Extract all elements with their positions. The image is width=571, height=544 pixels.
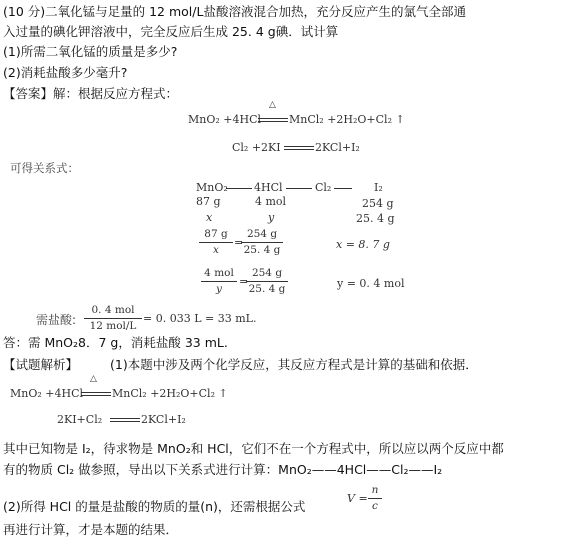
fraction-2-equals: = [239,275,249,288]
fraction-bar [84,318,142,319]
formula-v: V = [347,492,368,505]
analysis-intro: (1)本题中涉及两个化学反应，其反应方程式是计算的基础和依据． [110,357,478,372]
fraction-bar [368,498,382,499]
analysis-paragraph-2: 有的物质 Cl₂ 做参照，导出以下关系式进行计算：MnO₂——4HCl——Cl₂——I₂ [3,462,443,477]
answer-eq1-equals-top [258,118,288,119]
relation-i2: I₂ [374,181,383,194]
need-hcl-label: 需盐酸: [36,313,77,327]
formula-den: c [372,500,378,512]
question-2: (2)消耗盐酸多少毫升? [3,65,128,80]
result-x: x = 8. 7 g [336,238,390,251]
relation-x: x [206,211,213,224]
analysis-eq1-right: MnCl₂ +2H₂O+Cl₂ ↑ [112,387,228,400]
fraction-2-left-num: 4 mol [204,267,234,279]
relation-mno2: MnO₂ [196,181,228,194]
answer-header: 【答案】解：根据反应方程式： [3,86,179,101]
relation-label: 可得关系式： [10,161,79,175]
analysis-eq1-heat: △ [90,374,97,384]
fraction-bar [241,242,283,243]
answer-eq1-left: MnO₂ +4HCl [188,113,262,126]
fraction-2-right-num: 254 g [251,267,283,279]
answer-eq1-equals-bottom [258,121,288,122]
analysis-eq2-right: 2KCl+I₂ [141,413,186,426]
relation-dash-3 [334,188,352,189]
analysis-header: 【试题解析】 [3,357,79,372]
answer-eq2-left: Cl₂ +2KI [232,141,281,154]
answer-eq1-right: MnCl₂ +2H₂O+Cl₂ ↑ [289,113,405,126]
fraction-2-right-den: 25. 4 g [248,283,286,295]
relation-cl2: Cl₂ [315,181,332,194]
fraction-1-right-num: 254 g [246,228,278,240]
problem-line-1: (10 分)二氧化锰与足量的 12 mol/L盐酸溶液混合加热，充分反应产生的氯气全部通 [3,4,466,19]
analysis-paragraph-3: (2)所得 HCl 的量是盐酸的物质的量(n)，还需根据公式 [3,499,306,514]
analysis-eq1-left: MnO₂ +4HCl [10,387,84,400]
need-hcl-den: 12 mol/L [89,320,137,332]
fraction-bar [246,281,288,282]
fraction-1-right [241,228,283,257]
analysis-eq1-equals-bottom [81,395,111,396]
fraction-2-left-den: y [216,283,222,295]
problem-line-2: 入过量的碘化钾溶液中，完全反应后生成 25. 4 g碘．试计算 [3,24,339,39]
need-hcl-result: = 0. 033 L = 33 mL. [143,312,257,325]
fraction-1-equals: = [234,236,244,249]
fraction-bar [201,281,237,282]
analysis-eq2-equals-top [110,418,140,419]
answer-eq2-equals-bottom [284,149,314,150]
relation-y: y [268,211,275,224]
need-hcl-num: 0. 4 mol [91,304,135,316]
analysis-paragraph-4: 再进行计算，才是本题的结果． [3,522,179,537]
relation-mno2-mass: 87 g [196,195,221,208]
relation-dash-1 [226,188,252,189]
relation-hcl-mol: 4 mol [255,195,287,208]
fraction-1-left-num: 87 g [204,228,228,240]
formula-num: n [371,484,379,496]
analysis-eq2-left: 2KI+Cl₂ [57,413,103,426]
question-1: (1)所需二氧化锰的质量是多少? [3,44,178,59]
result-y: y = 0. 4 mol [337,277,405,290]
relation-dash-2 [286,188,312,189]
answer-eq2-equals-top [284,146,314,147]
fraction-2-right [246,267,288,296]
relation-i2-mass: 254 g [362,197,394,210]
answer-eq2-right: 2KCl+I₂ [315,141,360,154]
formula-fraction [368,484,382,513]
answer-eq1-heat: △ [269,100,276,110]
fraction-2-left [201,267,237,296]
fraction-bar [199,242,233,243]
final-answer: 答：需 MnO₂8．7 g，消耗盐酸 33 mL. [3,335,228,350]
analysis-paragraph-1: 其中已知物是 I₂，待求物是 MnO₂和 HCl，它们不在一个方程式中，所以应以两个反应中都 [3,441,504,456]
fraction-1-right-den: 25. 4 g [243,244,281,256]
analysis-eq2-equals-bottom [110,421,140,422]
need-hcl-fraction [84,304,142,333]
fraction-1-left [199,228,233,257]
fraction-1-left-den: x [213,244,219,256]
relation-hcl: 4HCl [254,181,283,194]
relation-i2-given: 25. 4 g [356,212,395,225]
analysis-eq1-equals-top [81,392,111,393]
